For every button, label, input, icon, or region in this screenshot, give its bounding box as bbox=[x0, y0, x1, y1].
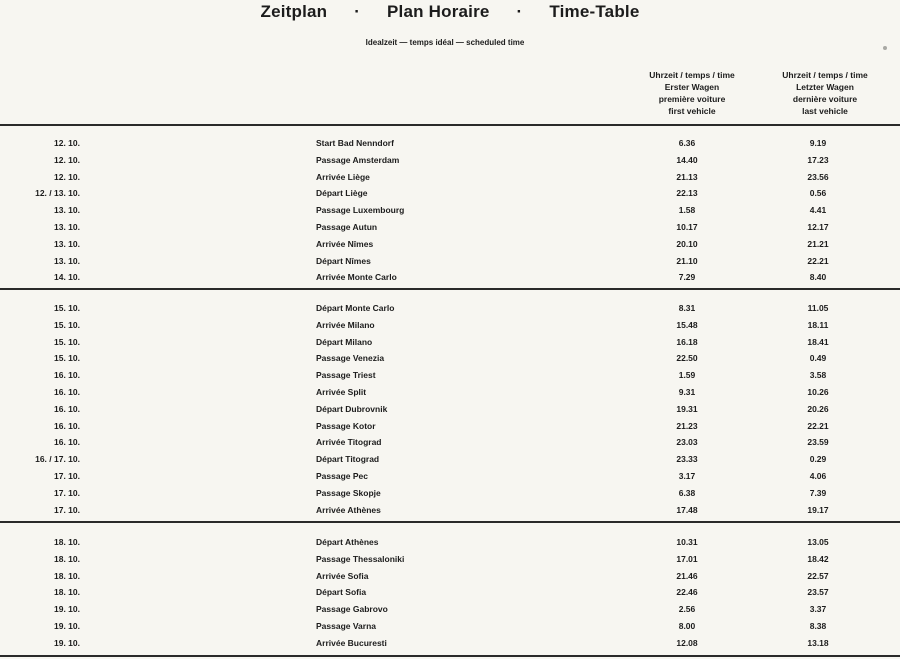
timetable-section-3 bbox=[0, 536, 900, 654]
row-last-vehicle-time: 3.58 bbox=[809, 370, 827, 381]
timetable-row bbox=[0, 504, 900, 521]
row-first-vehicle-time: 2.56 bbox=[678, 604, 696, 615]
row-date: 16. 10. bbox=[54, 370, 80, 381]
column-header-line: Letzter Wagen bbox=[796, 82, 854, 92]
row-last-vehicle-time: 17.23 bbox=[807, 154, 829, 165]
row-first-vehicle-time: 10.31 bbox=[676, 537, 698, 547]
section-divider bbox=[0, 124, 900, 126]
row-date: 16. / 17. 10. bbox=[35, 454, 80, 465]
title-german: Zeitplan bbox=[260, 2, 328, 21]
row-first-vehicle-time: 17.48 bbox=[676, 504, 698, 515]
timetable-row bbox=[0, 487, 900, 504]
row-date: 15. 10. bbox=[54, 353, 80, 364]
timetable-row bbox=[0, 586, 900, 603]
column-header-line: dernière voiture bbox=[792, 94, 858, 104]
row-event: Départ Titograd bbox=[316, 454, 380, 465]
timetable-row bbox=[0, 403, 900, 420]
column-header-line: première voiture bbox=[658, 94, 726, 104]
row-date: 13. 10. bbox=[54, 221, 80, 232]
row-event: Départ Nîmes bbox=[316, 255, 371, 266]
row-last-vehicle-time: 18.41 bbox=[807, 336, 829, 347]
timetable-row bbox=[0, 570, 900, 587]
row-last-vehicle-time: 0.29 bbox=[809, 454, 827, 465]
row-last-vehicle-time: 22.57 bbox=[807, 570, 829, 581]
row-first-vehicle-time: 6.38 bbox=[678, 487, 696, 498]
row-event: Passage Autun bbox=[316, 221, 378, 232]
row-date: 19. 10. bbox=[54, 637, 80, 648]
row-first-vehicle-time: 3.17 bbox=[678, 470, 696, 481]
timetable-row bbox=[0, 271, 900, 288]
row-date: 18. 10. bbox=[54, 553, 80, 564]
section-divider bbox=[0, 655, 900, 657]
row-event: Passage Triest bbox=[316, 370, 376, 381]
row-first-vehicle-time: 8.31 bbox=[678, 303, 696, 313]
row-first-vehicle-time: 21.10 bbox=[676, 255, 698, 266]
row-first-vehicle-time: 16.18 bbox=[676, 336, 698, 347]
timetable-row bbox=[0, 187, 900, 204]
timetable-row bbox=[0, 603, 900, 620]
timetable-row bbox=[0, 302, 900, 319]
row-first-vehicle-time: 12.08 bbox=[676, 637, 698, 648]
row-first-vehicle-time: 6.36 bbox=[678, 138, 696, 148]
row-event: Arrivée Titograd bbox=[316, 437, 382, 448]
timetable-row bbox=[0, 154, 900, 171]
row-event: Départ Athènes bbox=[316, 537, 379, 547]
section-divider bbox=[0, 288, 900, 290]
row-last-vehicle-time: 20.26 bbox=[807, 403, 829, 414]
row-first-vehicle-time: 14.40 bbox=[676, 154, 698, 165]
row-date: 16. 10. bbox=[54, 420, 80, 431]
row-first-vehicle-time: 1.58 bbox=[678, 205, 696, 216]
row-last-vehicle-time: 19.17 bbox=[807, 504, 829, 515]
row-event: Passage Amsterdam bbox=[316, 154, 400, 165]
title-english: Time-Table bbox=[549, 2, 640, 21]
row-last-vehicle-time: 18.11 bbox=[807, 319, 829, 330]
column-header-line: first vehicle bbox=[668, 106, 716, 116]
row-date: 15. 10. bbox=[54, 303, 80, 313]
row-date: 15. 10. bbox=[54, 336, 80, 347]
row-event: Arrivée Sofia bbox=[316, 570, 369, 581]
row-date: 18. 10. bbox=[54, 537, 80, 547]
row-last-vehicle-time: 9.19 bbox=[809, 138, 827, 148]
timetable-row bbox=[0, 336, 900, 353]
row-first-vehicle-time: 9.31 bbox=[678, 386, 696, 397]
row-event: Start Bad Nenndorf bbox=[316, 138, 394, 148]
row-last-vehicle-time: 22.21 bbox=[807, 255, 829, 266]
title-french: Plan Horaire bbox=[387, 2, 490, 21]
row-date: 12. 10. bbox=[54, 138, 80, 148]
row-last-vehicle-time: 13.18 bbox=[807, 637, 829, 648]
timetable-row bbox=[0, 204, 900, 221]
row-last-vehicle-time: 8.38 bbox=[809, 620, 827, 631]
row-date: 16. 10. bbox=[54, 386, 80, 397]
row-last-vehicle-time: 12.17 bbox=[807, 221, 829, 232]
timetable-row bbox=[0, 221, 900, 238]
row-date: 15. 10. bbox=[54, 319, 80, 330]
row-first-vehicle-time: 8.00 bbox=[678, 620, 696, 631]
row-event: Arrivée Bucuresti bbox=[316, 637, 387, 648]
row-last-vehicle-time: 18.42 bbox=[807, 553, 829, 564]
row-event: Arrivée Split bbox=[316, 386, 367, 397]
column-header-first-vehicle bbox=[627, 69, 757, 117]
row-first-vehicle-time: 22.46 bbox=[676, 587, 698, 598]
timetable-row bbox=[0, 369, 900, 386]
row-date: 12. 10. bbox=[54, 154, 80, 165]
timetable-row bbox=[0, 352, 900, 369]
row-first-vehicle-time: 22.13 bbox=[676, 188, 698, 199]
row-event: Départ Liège bbox=[316, 188, 368, 199]
row-first-vehicle-time: 1.59 bbox=[678, 370, 696, 381]
row-last-vehicle-time: 4.41 bbox=[809, 205, 827, 216]
timetable-row bbox=[0, 319, 900, 336]
row-last-vehicle-time: 8.40 bbox=[809, 272, 827, 283]
row-last-vehicle-time: 7.39 bbox=[809, 487, 827, 498]
title-separator: · bbox=[354, 2, 361, 21]
row-event: Passage Varna bbox=[316, 620, 377, 631]
row-date: 13. 10. bbox=[54, 205, 80, 216]
timetable-section-1 bbox=[0, 137, 900, 288]
row-last-vehicle-time: 22.21 bbox=[807, 420, 829, 431]
row-last-vehicle-time: 11.05 bbox=[807, 303, 829, 313]
row-event: Passage Skopje bbox=[316, 487, 381, 498]
row-event: Départ Sofia bbox=[316, 587, 367, 598]
row-event: Arrivée Athènes bbox=[316, 504, 381, 515]
paper-speck bbox=[883, 46, 887, 50]
timetable-row bbox=[0, 420, 900, 437]
row-first-vehicle-time: 21.13 bbox=[676, 171, 698, 182]
row-event: Passage Kotor bbox=[316, 420, 376, 431]
row-event: Passage Luxembourg bbox=[316, 205, 405, 216]
row-last-vehicle-time: 3.37 bbox=[809, 604, 827, 615]
row-event: Départ Dubrovnik bbox=[316, 403, 388, 414]
row-first-vehicle-time: 17.01 bbox=[676, 553, 698, 564]
subtitle: Idealzeit — temps idéal — scheduled time bbox=[365, 38, 525, 47]
row-first-vehicle-time: 21.46 bbox=[676, 570, 698, 581]
row-date: 19. 10. bbox=[54, 604, 80, 615]
row-date: 19. 10. bbox=[54, 620, 80, 631]
timetable-row bbox=[0, 238, 900, 255]
row-date: 17. 10. bbox=[54, 470, 80, 481]
row-first-vehicle-time: 22.50 bbox=[676, 353, 698, 364]
column-header-line: Erster Wagen bbox=[664, 82, 720, 92]
row-last-vehicle-time: 0.49 bbox=[809, 353, 827, 364]
row-event: Passage Venezia bbox=[316, 353, 385, 364]
row-event: Passage Gabrovo bbox=[316, 604, 388, 615]
row-last-vehicle-time: 23.59 bbox=[807, 437, 829, 448]
timetable-row bbox=[0, 137, 900, 154]
timetable-row bbox=[0, 470, 900, 487]
row-date: 16. 10. bbox=[54, 403, 80, 414]
row-date: 16. 10. bbox=[54, 437, 80, 448]
row-last-vehicle-time: 4.06 bbox=[809, 470, 827, 481]
timetable-row bbox=[0, 536, 900, 553]
row-first-vehicle-time: 23.03 bbox=[676, 437, 698, 448]
row-event: Passage Thessaloniki bbox=[316, 553, 405, 564]
timetable-row bbox=[0, 255, 900, 272]
section-divider bbox=[0, 521, 900, 523]
row-date: 13. 10. bbox=[54, 238, 80, 249]
row-first-vehicle-time: 23.33 bbox=[676, 454, 698, 465]
timetable-section-2 bbox=[0, 302, 900, 520]
row-date: 18. 10. bbox=[54, 587, 80, 598]
row-first-vehicle-time: 19.31 bbox=[676, 403, 698, 414]
timetable-row bbox=[0, 553, 900, 570]
column-header-line: last vehicle bbox=[802, 106, 848, 116]
row-date: 13. 10. bbox=[54, 255, 80, 266]
timetable-row bbox=[0, 620, 900, 637]
row-last-vehicle-time: 0.56 bbox=[809, 188, 827, 199]
timetable-row bbox=[0, 637, 900, 654]
row-date: 17. 10. bbox=[54, 504, 80, 515]
timetable-row bbox=[0, 386, 900, 403]
row-last-vehicle-time: 23.56 bbox=[807, 171, 829, 182]
row-last-vehicle-time: 21.21 bbox=[807, 238, 829, 249]
row-date: 18. 10. bbox=[54, 570, 80, 581]
column-header-line: Uhrzeit / temps / time bbox=[782, 70, 868, 80]
row-first-vehicle-time: 15.48 bbox=[676, 319, 698, 330]
row-last-vehicle-time: 23.57 bbox=[807, 587, 829, 598]
row-date: 12. / 13. 10. bbox=[35, 188, 80, 199]
timetable-row bbox=[0, 171, 900, 188]
row-event: Arrivée Monte Carlo bbox=[316, 272, 397, 283]
row-last-vehicle-time: 13.05 bbox=[807, 537, 829, 547]
timetable-row bbox=[0, 436, 900, 453]
row-first-vehicle-time: 20.10 bbox=[676, 238, 698, 249]
row-date: 14. 10. bbox=[54, 272, 80, 283]
row-date: 12. 10. bbox=[54, 171, 80, 182]
row-first-vehicle-time: 21.23 bbox=[676, 420, 698, 431]
title-separator: · bbox=[516, 2, 523, 21]
row-event: Arrivée Nîmes bbox=[316, 238, 374, 249]
row-event: Départ Monte Carlo bbox=[316, 303, 395, 313]
row-first-vehicle-time: 7.29 bbox=[678, 272, 696, 283]
row-last-vehicle-time: 10.26 bbox=[807, 386, 829, 397]
row-date: 17. 10. bbox=[54, 487, 80, 498]
row-event: Arrivée Milano bbox=[316, 319, 375, 330]
page-title bbox=[0, 2, 900, 22]
row-first-vehicle-time: 10.17 bbox=[676, 221, 698, 232]
row-event: Départ Milano bbox=[316, 336, 373, 347]
timetable-row bbox=[0, 453, 900, 470]
column-header-line: Uhrzeit / temps / time bbox=[649, 70, 735, 80]
row-event: Passage Pec bbox=[316, 470, 368, 481]
row-event: Arrivée Liège bbox=[316, 171, 370, 182]
column-header-last-vehicle bbox=[760, 69, 890, 117]
